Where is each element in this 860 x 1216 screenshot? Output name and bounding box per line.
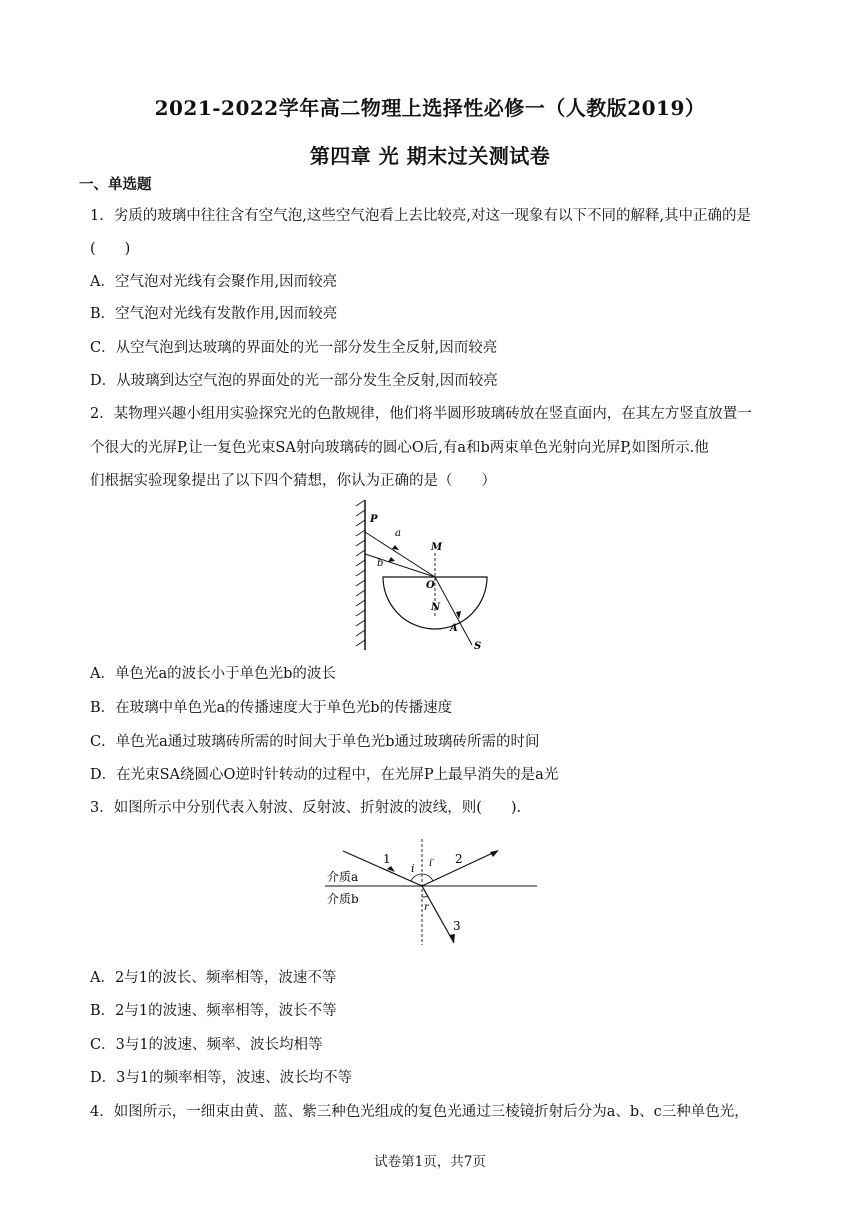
screen-hatching — [356, 500, 365, 646]
label-o: O — [426, 580, 435, 591]
q3-option-a: A．2与1的波长、频率相等，波速不等 — [90, 970, 337, 986]
exam-title-line2: 第四章 光 期末过关测试卷 — [309, 144, 551, 168]
label-ray-3: 3 — [453, 919, 461, 933]
q1-option-d: D．从玻璃到达空气泡的界面处的光一部分发生全反射,因而较亮 — [90, 373, 498, 389]
q2-prism-figure — [350, 498, 500, 658]
label-i: i — [411, 862, 415, 875]
arrow-b — [388, 557, 395, 562]
angle-i-arc — [411, 874, 422, 881]
q3-stem: 3．如图所示中分别代表入射波、反射波、折射波的波线，则( ). — [90, 800, 522, 816]
q1-stem-line2: ( ) — [90, 241, 131, 257]
q1-option-b: B．空气泡对光线有发散作用,因而较亮 — [90, 306, 338, 322]
arrow-a — [392, 545, 399, 550]
angle-i-prime-arc — [422, 874, 433, 881]
page-footer: 试卷第1页，共7页 — [374, 1154, 486, 1170]
label-medium-b: 介质b — [327, 892, 359, 906]
q2-stem-line1: 2．某物理兴趣小组用实验探究光的色散规律，他们将半圆形玻璃砖放在竖直面内，在其左方竖直放置一 — [90, 406, 752, 422]
ray-sa — [435, 577, 472, 645]
label-r: r — [424, 902, 429, 913]
label-p: P — [370, 514, 378, 525]
label-n: N — [431, 602, 441, 613]
q2-option-c: C．单色光a通过玻璃砖所需的时间大于单色光b通过玻璃砖所需的时间 — [90, 734, 540, 750]
ray-b — [365, 554, 435, 577]
label-medium-a: 介质a — [327, 870, 359, 884]
q2-stem-line2: 个很大的光屏P,让一复色光束SA射向玻璃砖的圆心O后,有a和b两束单色光射向光屏P,如图所示.他 — [90, 440, 709, 456]
label-a-point: A — [450, 623, 458, 634]
angle-r-arc — [422, 896, 428, 897]
arrow-3 — [449, 934, 455, 943]
q1-option-a: A．空气泡对光线有会聚作用,因而较亮 — [90, 274, 338, 290]
label-ray-2: 2 — [455, 852, 463, 866]
label-a: a — [395, 528, 401, 539]
q2-option-b: B．在玻璃中单色光a的传播速度大于单色光b的传播速度 — [90, 700, 453, 716]
q4-stem-line1: 4．如图所示，一细束由黄、蓝、紫三种色光组成的复色光通过三棱镜折射后分为a、b、c三种单色光， — [90, 1104, 749, 1120]
q2-option-d: D．在光束SA绕圆心O逆时针转动的过程中，在光屏P上最早消失的是a光 — [90, 767, 559, 783]
label-ray-1: 1 — [383, 852, 391, 866]
exam-title-line1: 2021-2022学年高二物理上选择性必修一（人教版2019） — [154, 96, 706, 120]
q3-option-d: D．3与1的频率相等，波速、波长均不等 — [90, 1070, 353, 1086]
q3-option-c: C．3与1的波速、频率、波长均相等 — [90, 1037, 323, 1053]
label-m: M — [431, 542, 443, 553]
q3-option-b: B．2与1的波速、频率相等，波长不等 — [90, 1003, 337, 1019]
q3-wave-figure — [325, 835, 540, 953]
label-i-prime: i′ — [429, 858, 435, 869]
label-s: S — [474, 641, 482, 652]
q1-option-c: C．从空气泡到达玻璃的界面处的光一部分发生全反射,因而较亮 — [90, 340, 498, 356]
q2-option-a: A．单色光a的波长小于单色光b的波长 — [90, 666, 336, 682]
ray-3 — [422, 886, 454, 943]
arrow-2 — [490, 850, 499, 857]
q2-stem-line3: 们根据实验现象提出了以下四个猜想，你认为正确的是（ ） — [90, 473, 496, 489]
q1-stem-line1: 1．劣质的玻璃中往往含有空气泡,这些空气泡看上去比较亮,对这一现象有以下不同的解释,其中正确的是 — [90, 208, 752, 224]
section-heading: 一、单选题 — [79, 176, 152, 193]
label-b: b — [377, 558, 384, 569]
